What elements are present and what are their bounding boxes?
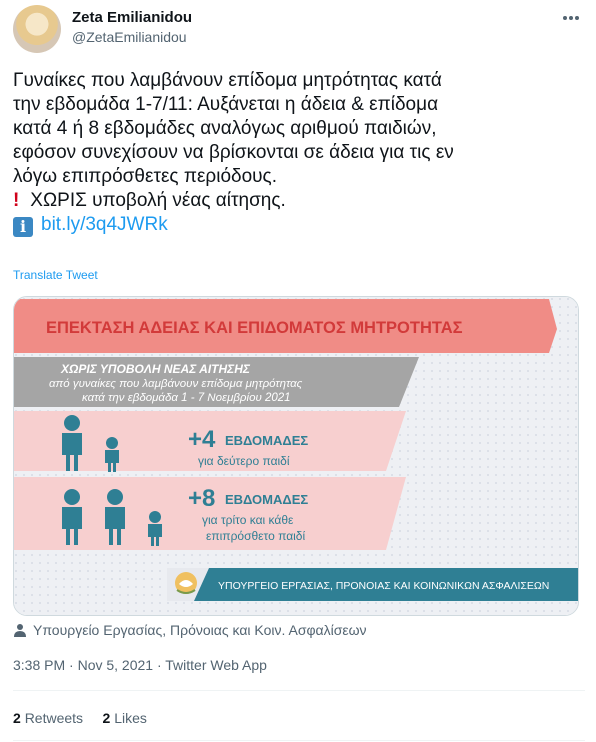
author-handle[interactable]: @ZetaEmilianidou	[72, 29, 187, 45]
avatar[interactable]	[13, 5, 61, 53]
tweet-text-line: την εβδομάδα 1-7/11: Αυξάνεται η άδεια & επίδομα	[13, 94, 439, 115]
user-icon	[13, 623, 27, 637]
tweet-link[interactable]: bit.ly/3q4JWRk	[41, 214, 168, 235]
likes-count: 2	[102, 710, 111, 726]
likes-label: Likes	[114, 710, 147, 726]
tweet-text-line: λόγω επιπρόσθετες περιόδους.	[13, 166, 277, 187]
second-child-row	[14, 411, 406, 472]
likes-stat[interactable]	[103, 710, 147, 726]
ministry-name: ΥΠΟΥΡΓΕΙΟ ΕΡΓΑΣΙΑΣ, ΠΡΟΝΟΙΑΣ ΚΑΙ ΚΟΙΝΩΝΙΚΩΝ ΑΣΦΑΛΙΣΕΩΝ	[218, 580, 550, 592]
divider	[13, 740, 585, 741]
author-name[interactable]: Zeta Emilianidou	[72, 9, 193, 26]
extension-number: +4	[188, 426, 216, 453]
infographic-title: ΕΠΕΚΤΑΣΗ ΑΔΕΙΑΣ ΚΑΙ ΕΠΙΔΟΜΑΤΟΣ ΜΗΤΡΟΤΗΤΑΣ	[46, 319, 463, 337]
location-tag[interactable]	[13, 622, 367, 638]
more-icon[interactable]	[556, 6, 586, 30]
tweet-text-line: Γυναίκες που λαμβάνουν επίδομα μητρότητας κατά	[13, 70, 442, 91]
translate-tweet-link[interactable]: Translate Tweet	[13, 268, 98, 282]
tweet-timestamp[interactable]: 3:38 PM · Nov 5, 2021 · Twitter Web App	[13, 657, 267, 673]
tweet-stats	[13, 710, 147, 726]
extension-description: για δεύτερο παιδί	[198, 454, 290, 468]
infographic-note-line: από γυναίκες που λαμβάνουν επίδομα μητρότητας	[49, 378, 303, 390]
tweet-text-line: εφόσον συνεχίσουν να βρίσκονται σε άδεια για τις εν	[13, 142, 454, 163]
tweet-text-line: κατά 4 ή 8 εβδομάδες αναλόγως αριθμού παιδιών,	[13, 118, 437, 139]
exclamation-icon: !	[13, 190, 20, 211]
extension-description: επιπρόσθετο παιδί	[206, 529, 306, 543]
extension-number: +8	[188, 485, 216, 512]
title-banner	[14, 299, 557, 353]
retweets-count: 2	[13, 710, 21, 726]
location-text: Υπουργείο Εργασίας, Πρόνοιας και Κοιν. Ασφαλίσεων	[33, 622, 367, 638]
ministry-footer	[167, 568, 578, 601]
infographic-subtitle: ΧΩΡΙΣ ΥΠΟΒΟΛΗ ΝΕΑΣ ΑΙΤΗΣΗΣ	[61, 362, 251, 376]
extension-description: για τρίτο και κάθε	[202, 513, 294, 527]
tweet-text	[13, 69, 573, 237]
third-child-row	[14, 477, 406, 550]
information-icon: i	[13, 217, 33, 237]
link-line	[13, 213, 573, 237]
more-dots-icon	[562, 15, 580, 21]
no-application-text: ΧΩΡΙΣ υποβολή νέας αίτησης.	[30, 190, 286, 211]
retweets-label: Retweets	[24, 710, 84, 726]
divider	[13, 690, 585, 691]
retweets-stat[interactable]	[13, 710, 83, 726]
extension-weeks-label: ΕΒΔΟΜΑΔΕΣ	[225, 433, 309, 448]
subtitle-banner	[14, 357, 419, 407]
no-application-line	[13, 189, 573, 213]
cyprus-emblem-icon	[175, 572, 197, 594]
tweet-media-image[interactable]	[13, 296, 579, 616]
infographic-note-line: κατά την εβδομάδα 1 - 7 Νοεμβρίου 2021	[82, 392, 291, 404]
extension-weeks-label: ΕΒΔΟΜΑΔΕΣ	[225, 492, 309, 507]
